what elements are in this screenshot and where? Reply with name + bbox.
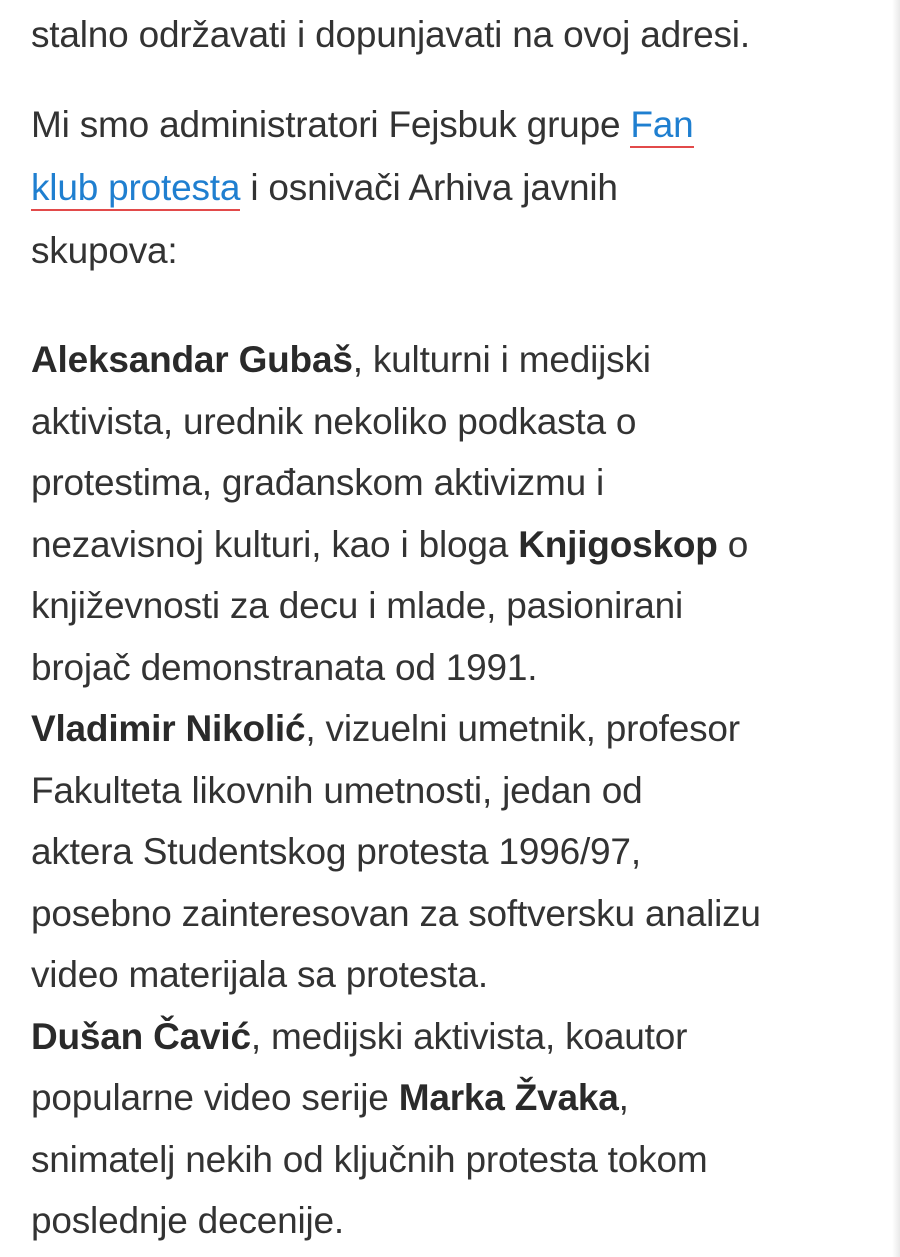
fan-klub-protesta-link-part2[interactable]: klub protesta xyxy=(31,167,240,211)
intro-paragraph xyxy=(31,3,866,66)
bio-text: o xyxy=(717,523,749,565)
founder-name: Aleksandar Gubaš xyxy=(31,339,353,380)
founder-name: Dušan Čavić xyxy=(31,1015,251,1057)
founder-bio-nikolic xyxy=(31,698,866,1006)
bio-text: popularne video serije xyxy=(31,1077,399,1118)
fan-klub-protesta-link-part1[interactable]: Fan xyxy=(630,104,693,148)
founders-list xyxy=(31,329,866,1252)
bio-text: nezavisnoj kulturi, kao i bloga xyxy=(31,523,519,565)
bio-text: , medijski aktivista, koautor xyxy=(250,1015,688,1057)
bio-line: aktera Studentskog protesta 1996/97, xyxy=(31,831,641,872)
bio-line: aktivista, urednik nekoliko podkasta o xyxy=(31,400,637,442)
bio-line xyxy=(31,329,866,391)
bio-line: Fakulteta likovnih umetnosti, jedan od xyxy=(31,769,643,811)
admins-line-1 xyxy=(31,93,866,156)
admins-paragraph xyxy=(31,93,866,282)
admins-text-before: Mi smo administratori Fejsbuk grupe xyxy=(31,104,631,145)
bio-line: poslednje decenije. xyxy=(31,1200,344,1241)
page-edge-shadow xyxy=(892,0,900,1257)
admins-text-after: i osnivači Arhiva javnih xyxy=(240,167,618,208)
bio-line xyxy=(31,514,866,576)
bio-line: posebno zainteresovan za softversku analizu xyxy=(31,892,761,934)
blog-name-knjigoskop: Knjigoskop xyxy=(518,523,718,565)
admins-line-2 xyxy=(31,156,866,219)
bio-line: protestima, građanskom aktivizmu i xyxy=(31,462,605,503)
bio-line xyxy=(31,698,866,760)
founder-bio-gubas xyxy=(31,329,866,698)
bio-text: , kulturni i medijski xyxy=(352,339,651,380)
bio-line: snimatelj nekih od ključnih protesta tokom xyxy=(31,1138,708,1180)
founder-bio-cavic xyxy=(31,1006,866,1252)
admins-line-3: skupova: xyxy=(31,230,178,271)
founder-name: Vladimir Nikolić xyxy=(31,708,306,749)
bio-line xyxy=(31,1006,866,1068)
bio-line xyxy=(31,1067,866,1129)
bio-line: književnosti za decu i mlade, pasionirani xyxy=(31,585,683,626)
intro-line: stalno održavati i dopunjavati na ovoj adresi. xyxy=(31,14,750,55)
bio-line: video materijala sa protesta. xyxy=(31,954,488,995)
series-name-marka-zvaka: Marka Žvaka xyxy=(398,1077,619,1118)
bio-text: , xyxy=(618,1077,629,1118)
bio-line: brojač demonstranata od 1991. xyxy=(31,646,538,688)
bio-text: , vizuelni umetnik, profesor xyxy=(305,708,740,749)
article-body xyxy=(31,0,866,1252)
